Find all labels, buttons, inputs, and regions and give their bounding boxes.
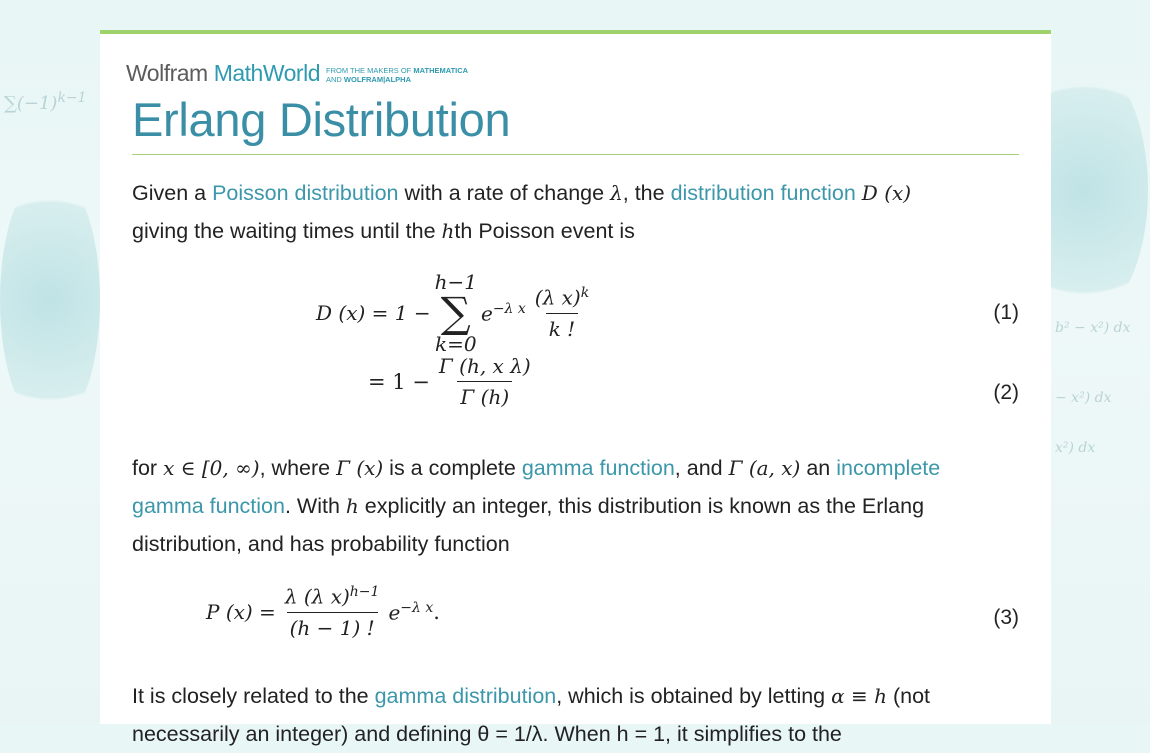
background-formula: b² − x²) dx bbox=[1055, 320, 1131, 336]
equation-3: P (x) = $\frac{\lambda (\lambda x)^{h-1}}{(h - 1) !}$ $e^{-\lambda x}$ . bbox=[206, 584, 440, 640]
background-formula: x²) dx bbox=[1055, 440, 1096, 456]
article-card bbox=[100, 30, 1051, 746]
link-distribution-function[interactable]: distribution function bbox=[670, 181, 856, 205]
paragraph-intro: Given a Poisson distribution with a rate of change λ, the distribution function D (x) giving the waiting times until the hth Poisson event is bbox=[132, 181, 912, 243]
equation-number-1: (1) bbox=[993, 301, 1019, 324]
logo-wolfram: Wolfram bbox=[126, 60, 208, 86]
equation-number-3: (3) bbox=[993, 606, 1019, 629]
logo-tagline: FROM THE MAKERS OF MATHEMATICA AND WOLFRAM|ALPHA bbox=[325, 66, 469, 84]
paragraph-gamma-relation: It is closely related to the gamma distribution, which is obtained by letting α ≡ h (not necessarily an integer) and defining θ = 1/λ. When h = 1, it simplifies to the bbox=[132, 684, 931, 746]
link-poisson-distribution[interactable]: Poisson distribution bbox=[212, 181, 399, 205]
equation-1: D (x) = 1 − h−1 ∑ k=0 $e^{-\lambda x}$ $\frac{(\lambda x)^k}{k !}$ bbox=[316, 270, 590, 356]
title-divider bbox=[132, 154, 1019, 155]
logo-mathworld: MathWorld bbox=[213, 60, 320, 86]
background-formula: $\sum(-1)^{k-1}$ bbox=[4, 90, 87, 114]
link-gamma-function[interactable]: gamma function bbox=[521, 456, 675, 480]
background-formula: − x²) dx bbox=[1055, 390, 1112, 406]
equation-2: = 1 − $\frac{\text{Γ (h, x λ)}}{\Gamma (h)}$ bbox=[368, 354, 531, 409]
page-title: Erlang Distribution bbox=[132, 93, 511, 146]
paragraph-definition: for x ∈ [0, ∞), where Γ (x) is a complete gamma function, and Γ (a, x) an incomplete gamma function. With h explicitly an integer, this distribution is known as the Erlang distribution, and has probability function bbox=[132, 456, 941, 556]
background-decoration bbox=[0, 170, 100, 430]
mathworld-logo[interactable] bbox=[126, 60, 468, 87]
link-incomplete-gamma-function[interactable]: incomplete gamma function bbox=[132, 456, 941, 518]
link-gamma-distribution[interactable]: gamma distribution bbox=[374, 684, 557, 708]
equation-number-2: (2) bbox=[993, 381, 1019, 404]
